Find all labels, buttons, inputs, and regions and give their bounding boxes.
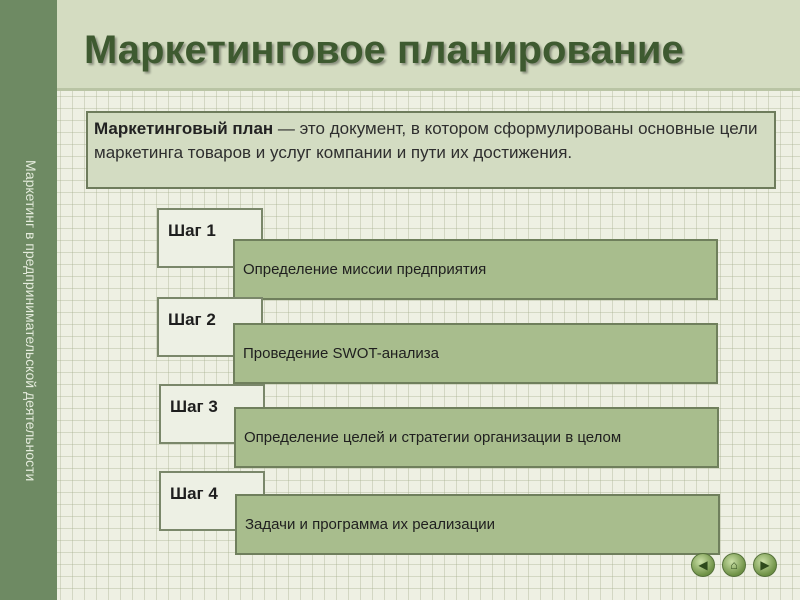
sidebar [0,0,57,600]
step-2-box [233,323,718,384]
arrow-left-icon: ◀ [698,558,708,572]
next-slide-button[interactable] [753,553,777,577]
slide-title: Маркетинговое планирование [84,28,684,72]
step-3-text: Определение целей и стратегии организации в целом [244,429,622,446]
definition-box [86,111,776,189]
sidebar-caption: Маркетинг в предпринимательской деятельности [23,160,39,482]
step-4-text: Задачи и программа их реализации [245,516,495,533]
step-3-box [234,407,719,468]
home-button[interactable] [722,553,746,577]
arrow-right-icon: ▶ [760,558,770,572]
step-4-label: Шаг 4 [170,484,218,503]
step-4-box [235,494,720,555]
step-3-label: Шаг 3 [170,397,218,416]
step-2-text: Проведение SWOT-анализа [243,345,440,362]
home-icon: ⌂ [730,558,738,572]
title-divider [57,88,800,91]
definition-text: — это документ, в котором сформулированы основные цели маркетинга товаров и услуг компании и пути их достижения. [94,119,758,162]
step-1-label: Шаг 1 [168,221,216,240]
step-1-box [233,239,718,300]
prev-slide-button[interactable] [691,553,715,577]
definition-term: Маркетинговый план [94,119,274,138]
step-1-text: Определение миссии предприятия [243,261,487,278]
step-2-label: Шаг 2 [168,310,216,329]
